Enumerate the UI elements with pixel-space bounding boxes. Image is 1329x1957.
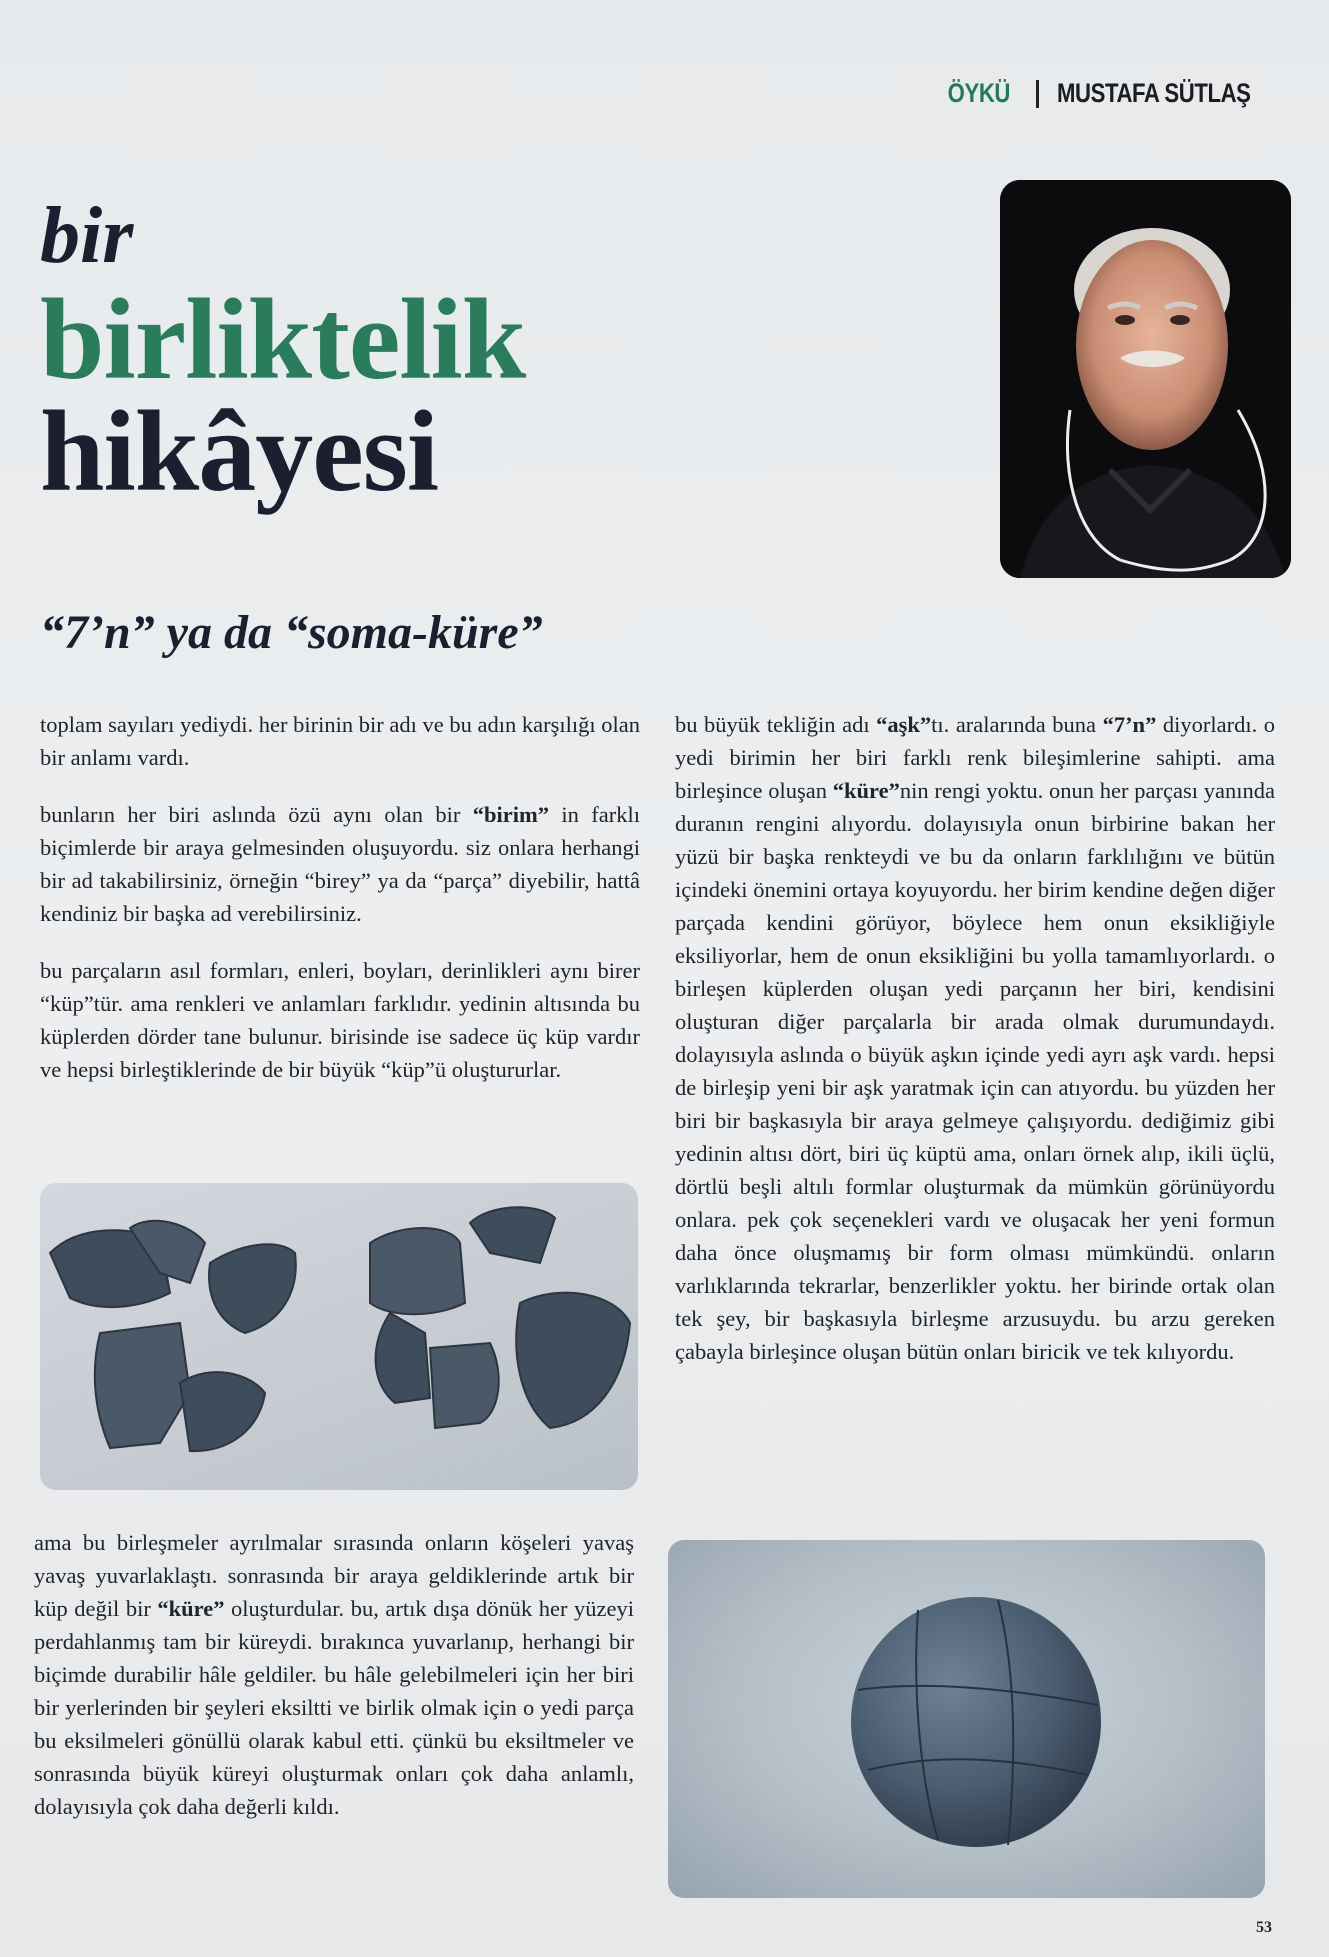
paragraph	[34, 1526, 634, 1823]
emphasis-text: “birim”	[472, 802, 549, 827]
article-subtitle: “7’n” ya da “soma-küre”	[40, 606, 543, 659]
text-run: bu parçaların asıl formları, enleri, boyları, derinlikleri aynı birer “küp”tür. ama renkleri ve anlamları farklıdır. yedinin altısında bu küplerden dörder tane bulunur. birisinde ise sadece üç küp vardır ve hepsi birleştiklerinde de bir büyük “küp”ü oluştururlar.	[40, 958, 640, 1082]
text-run: tı. aralarında buna	[931, 712, 1103, 737]
emphasis-text: “küre”	[157, 1596, 225, 1621]
text-run: bunların her biri aslında özü aynı olan bir	[40, 802, 473, 827]
page-number: 53	[1256, 1919, 1272, 1936]
paragraph	[675, 708, 1275, 1368]
emphasis-text: “7’n”	[1102, 712, 1157, 737]
text-run: diyorlardı. o yedi birimin her biri farklı renk bileşimlerine sahipti. ama birleşince oluşan	[675, 712, 1275, 803]
soma-sphere-illustration	[668, 1540, 1265, 1898]
author-portrait-illustration	[1000, 180, 1291, 578]
author-photo	[1000, 180, 1291, 578]
body-column-left-lower	[34, 1526, 634, 1847]
text-run: nin rengi yoktu. onun her parçası yanında duranın rengini alıyordu. dolayısıyla onun birbirine bakan her yüzü bir başka renkteydi ve bu da onların farklılığını ve bütün içindeki önemini ortaya koyuyordu. her birim kendine değen diğer parçada kendini görüyor, böylece hem onun eksikliğiyle eksiliyorlar, hem de onun eksikliğini bu yolla tamamlıyorlardı. o birleşen küplerden oluşan yedi parçanın her biri, kendisini oluşturan diğer parçalarla bir arada olmak durumundaydı. dolayısıyla aslında o büyük aşkın içinde yedi ayrı aşk vardı. hepsi de birleşip yeni bir aşk yaratmak için can atıyordu. bu yüzden her biri bir başkasıyla bir araya gelmeye çalışıyordu. dediğimiz gibi yedinin altısı dört, biri üç küptü ama, onları örnek alıp, ikili üçlü, dörtlü beşli altılı formlar oluşturmak da mümkün görünüyordu onlara. pek çok seçenekleri vardı ve oluşacak her yeni formun daha önce oluşmamış bir form olması mümkündü. onların varlıklarında tekrarlar, benzerlikler yoktu. her birinde ortak olan tek şey, bir başkasıyla birleşme arzusuydu. bu arzu gereken çabayla birleşince oluşan bütün onları biricik ve tek kılıyordu.	[675, 778, 1275, 1364]
emphasis-text: “küre”	[832, 778, 900, 803]
author-name: MUSTAFA SÜTLAŞ	[1057, 78, 1251, 108]
sphere-image	[668, 1540, 1265, 1898]
paragraph	[40, 954, 640, 1086]
header-divider	[1036, 80, 1039, 108]
title-line-2: birliktelik	[40, 276, 526, 404]
text-run: toplam sayıları yediydi. her birinin bir adı ve bu adın karşılığı olan bir anlamı vardı.	[40, 712, 640, 770]
article-title	[40, 192, 526, 516]
text-run: in farklı biçimlerde bir araya gelmesinden oluşuyordu. siz onlara herhangi bir ad takabilirsiniz, örneğin “birey” ya da “parça” diyebilir, hattâ kendiniz bir başka ad verebilirsiniz.	[40, 802, 640, 926]
puzzle-pieces-image	[40, 1183, 638, 1490]
section-label: ÖYKÜ	[947, 78, 1010, 108]
title-line-1: bir	[40, 192, 134, 280]
paragraph	[40, 708, 640, 774]
paragraph	[40, 798, 640, 930]
text-run: ama bu birleşmeler ayrılmalar sırasında onların köşeleri yavaş yavaş yuvarlaklaştı. sonrasında bir araya geldiklerinde artık bir küp değil bir	[34, 1530, 634, 1621]
body-column-right	[675, 708, 1275, 1392]
text-run: bu büyük tekliğin adı	[675, 712, 877, 737]
emphasis-text: “aşk”	[876, 712, 932, 737]
page-header	[934, 78, 1293, 109]
text-run: oluşturdular. bu, artık dışa dönük her yüzeyi perdahlanmış tam bir küreydi. bırakınca yuvarlanıp, herhangi bir biçimde durabilir hâle geldiler. bu hâle gelebilmeleri için her biri bir yerlerinden bir şeyleri eksiltti ve birlik olmak için o yedi parça bu eksilmeleri gönüllü olarak kabul etti. çünkü bu eksiltmeler ve sonrasında büyük küreyi oluşturmak onları çok daha anlamlı, dolayısıyla çok daha değerli kıldı.	[34, 1596, 635, 1819]
body-column-left	[40, 708, 640, 1110]
title-line-3: hikâyesi	[40, 388, 439, 516]
soma-pieces-illustration	[40, 1183, 638, 1490]
